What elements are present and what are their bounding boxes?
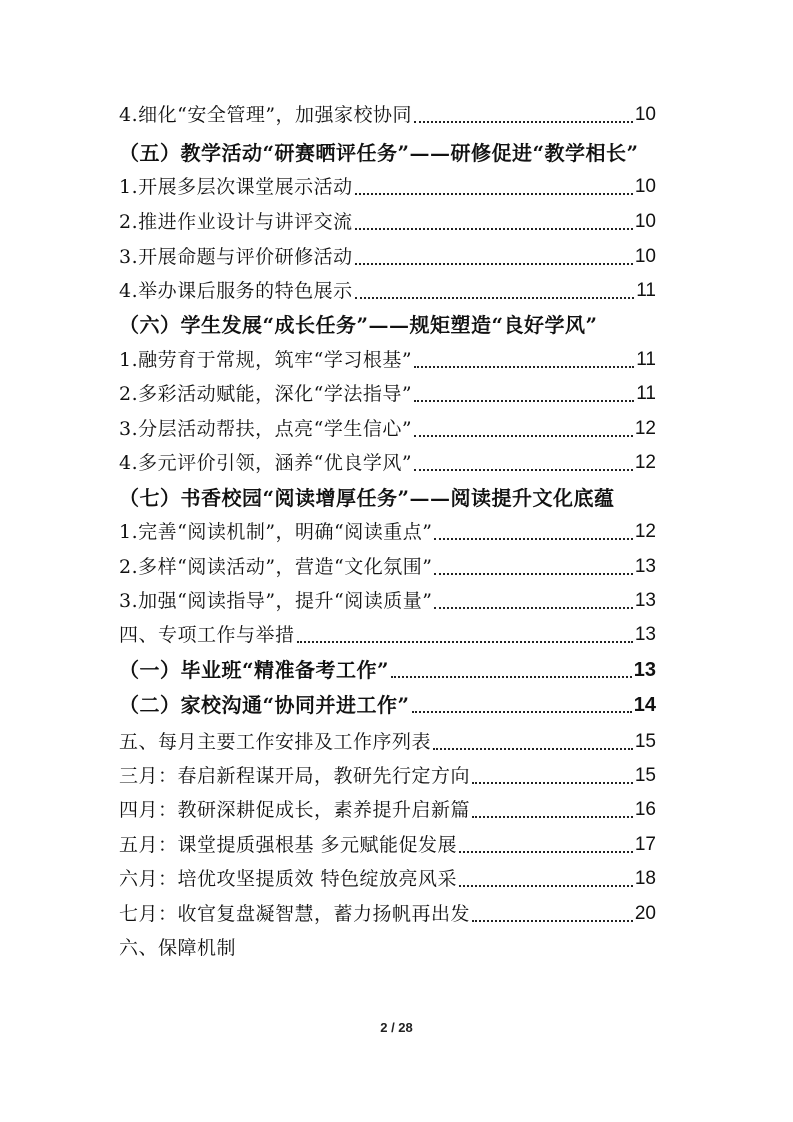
toc-leader-dots: [297, 641, 633, 643]
toc-leader-dots: [414, 366, 634, 368]
toc-entry-text: （六）学生发展“成长任务”——规矩塑造“良好学风”: [119, 313, 598, 337]
toc-entry: [119, 864, 656, 894]
toc-entry-text: 3.分层活动帮扶，点亮“学生信心”: [119, 418, 413, 440]
toc-leader-dots: [459, 885, 633, 887]
toc-leader-dots: [472, 782, 633, 784]
toc-entry: [119, 242, 656, 272]
toc-entry-text: 1.开展多层次课堂展示活动: [119, 176, 353, 198]
toc-page-number: 15: [634, 731, 656, 752]
toc-entry: [119, 276, 656, 306]
toc-leader-dots: [434, 538, 632, 540]
toc-entry-text: 五月：课堂提质强根基 多元赋能促发展: [119, 834, 458, 856]
toc-entry: [119, 620, 656, 650]
toc-entry: [119, 586, 656, 616]
toc-page-number: 10: [634, 211, 656, 232]
toc-leader-dots: [414, 400, 634, 402]
toc-leader-dots: [355, 263, 633, 265]
toc-page-number: 14: [633, 694, 656, 716]
toc-entry: [119, 414, 656, 444]
toc-entry: [119, 899, 656, 929]
toc-entry: [119, 379, 656, 409]
toc-entry-text: 七月：收官复盘凝智慧，蓄力扬帆再出发: [119, 903, 471, 925]
toc-page-number: 13: [634, 590, 656, 611]
toc-leader-dots: [355, 297, 635, 299]
toc-leader-dots: [412, 711, 632, 713]
toc-entry: [119, 830, 656, 860]
toc-leader-dots: [459, 851, 633, 853]
toc-leader-dots: [355, 228, 633, 230]
toc-page-number: 20: [634, 903, 656, 924]
toc-leader-dots: [414, 469, 633, 471]
toc-entry: [119, 727, 656, 757]
toc-entry-text: （七）书香校园“阅读增厚任务”——阅读提升文化底蕴: [119, 486, 615, 510]
toc-entry-text: 2.多彩活动赋能，深化“学法指导”: [119, 383, 413, 405]
toc-page-number: 11: [636, 280, 656, 301]
toc-entry-text: 四月：教研深耕促成长，素养提升启新篇: [119, 799, 471, 821]
toc-entry: [119, 100, 656, 130]
toc-leader-dots: [414, 121, 633, 123]
toc-entry-text: 2.推进作业设计与讲评交流: [119, 211, 353, 233]
toc-entry: [119, 448, 656, 478]
toc-leader-dots: [434, 607, 632, 609]
toc-entry: [119, 655, 656, 685]
toc-page-number: 12: [634, 521, 656, 542]
toc-page-number: 12: [634, 418, 656, 439]
toc-entry-text: 1.完善“阅读机制”，明确“阅读重点”: [119, 521, 433, 543]
toc-section-heading: [119, 483, 615, 513]
toc-entry: [119, 172, 656, 202]
toc-section-heading: [119, 138, 639, 168]
toc-leader-dots: [434, 573, 632, 575]
toc-entry-text: 五、每月主要工作安排及工作序列表: [119, 731, 432, 753]
page-number-footer: 2 / 28: [380, 1020, 413, 1035]
toc-page-number: 10: [634, 104, 656, 125]
toc-leader-dots: [391, 676, 632, 678]
toc-entry-text: 4.细化“安全管理”，加强家校协同: [119, 104, 413, 126]
toc-page-number: 11: [636, 349, 656, 370]
toc-page-number: 16: [634, 799, 656, 820]
toc-page-number: 13: [634, 556, 656, 577]
toc-leader-dots: [414, 435, 633, 437]
toc-leader-dots: [472, 920, 633, 922]
toc-entry-text: 三月：春启新程谋开局，教研先行定方向: [119, 765, 471, 787]
toc-entry-text: （一）毕业班“精准备考工作”: [119, 658, 390, 682]
toc-page-number: 10: [634, 246, 656, 267]
toc-entry-text: 4.多元评价引领，涵养“优良学风”: [119, 452, 413, 474]
toc-entry-text: 四、专项工作与举措: [119, 624, 295, 646]
toc-leader-dots: [355, 193, 633, 195]
toc-entry: [119, 345, 656, 375]
toc-entry-text: 3.加强“阅读指导”，提升“阅读质量”: [119, 590, 433, 612]
toc-page-number: 11: [636, 383, 656, 404]
toc-entry: [119, 761, 656, 791]
toc-entry-text: 2.多样“阅读活动”，营造“文化氛围”: [119, 556, 433, 578]
toc-leader-dots: [472, 816, 633, 818]
toc-entry-text: 六、保障机制: [119, 937, 237, 959]
toc-entry-text: 4.举办课后服务的特色展示: [119, 280, 353, 302]
toc-page-number: 13: [633, 659, 656, 681]
toc-entry: [119, 690, 656, 720]
toc-entry-text: （二）家校沟通“协同并进工作”: [119, 693, 410, 717]
toc-page-number: 15: [634, 765, 656, 786]
toc-entry-text: （五）教学活动“研赛晒评任务”——研修促进“教学相长”: [119, 141, 639, 165]
toc-entry: [119, 795, 656, 825]
toc-page-number: 12: [634, 452, 656, 473]
toc-page-number: 10: [634, 176, 656, 197]
toc-page-number: 13: [634, 624, 656, 645]
toc-entry-text: 3.开展命题与评价研修活动: [119, 246, 353, 268]
toc-entry: [119, 552, 656, 582]
toc-entry: [119, 933, 236, 963]
toc-page-number: 17: [634, 834, 656, 855]
toc-leader-dots: [433, 748, 633, 750]
toc-entry-text: 六月：培优攻坚提质效 特色绽放亮风采: [119, 868, 458, 890]
toc-entry: [119, 207, 656, 237]
toc-section-heading: [119, 310, 598, 340]
toc-entry: [119, 517, 656, 547]
toc-entry-text: 1.融劳育于常规，筑牢“学习根基”: [119, 349, 413, 371]
toc-page-number: 18: [634, 868, 656, 889]
